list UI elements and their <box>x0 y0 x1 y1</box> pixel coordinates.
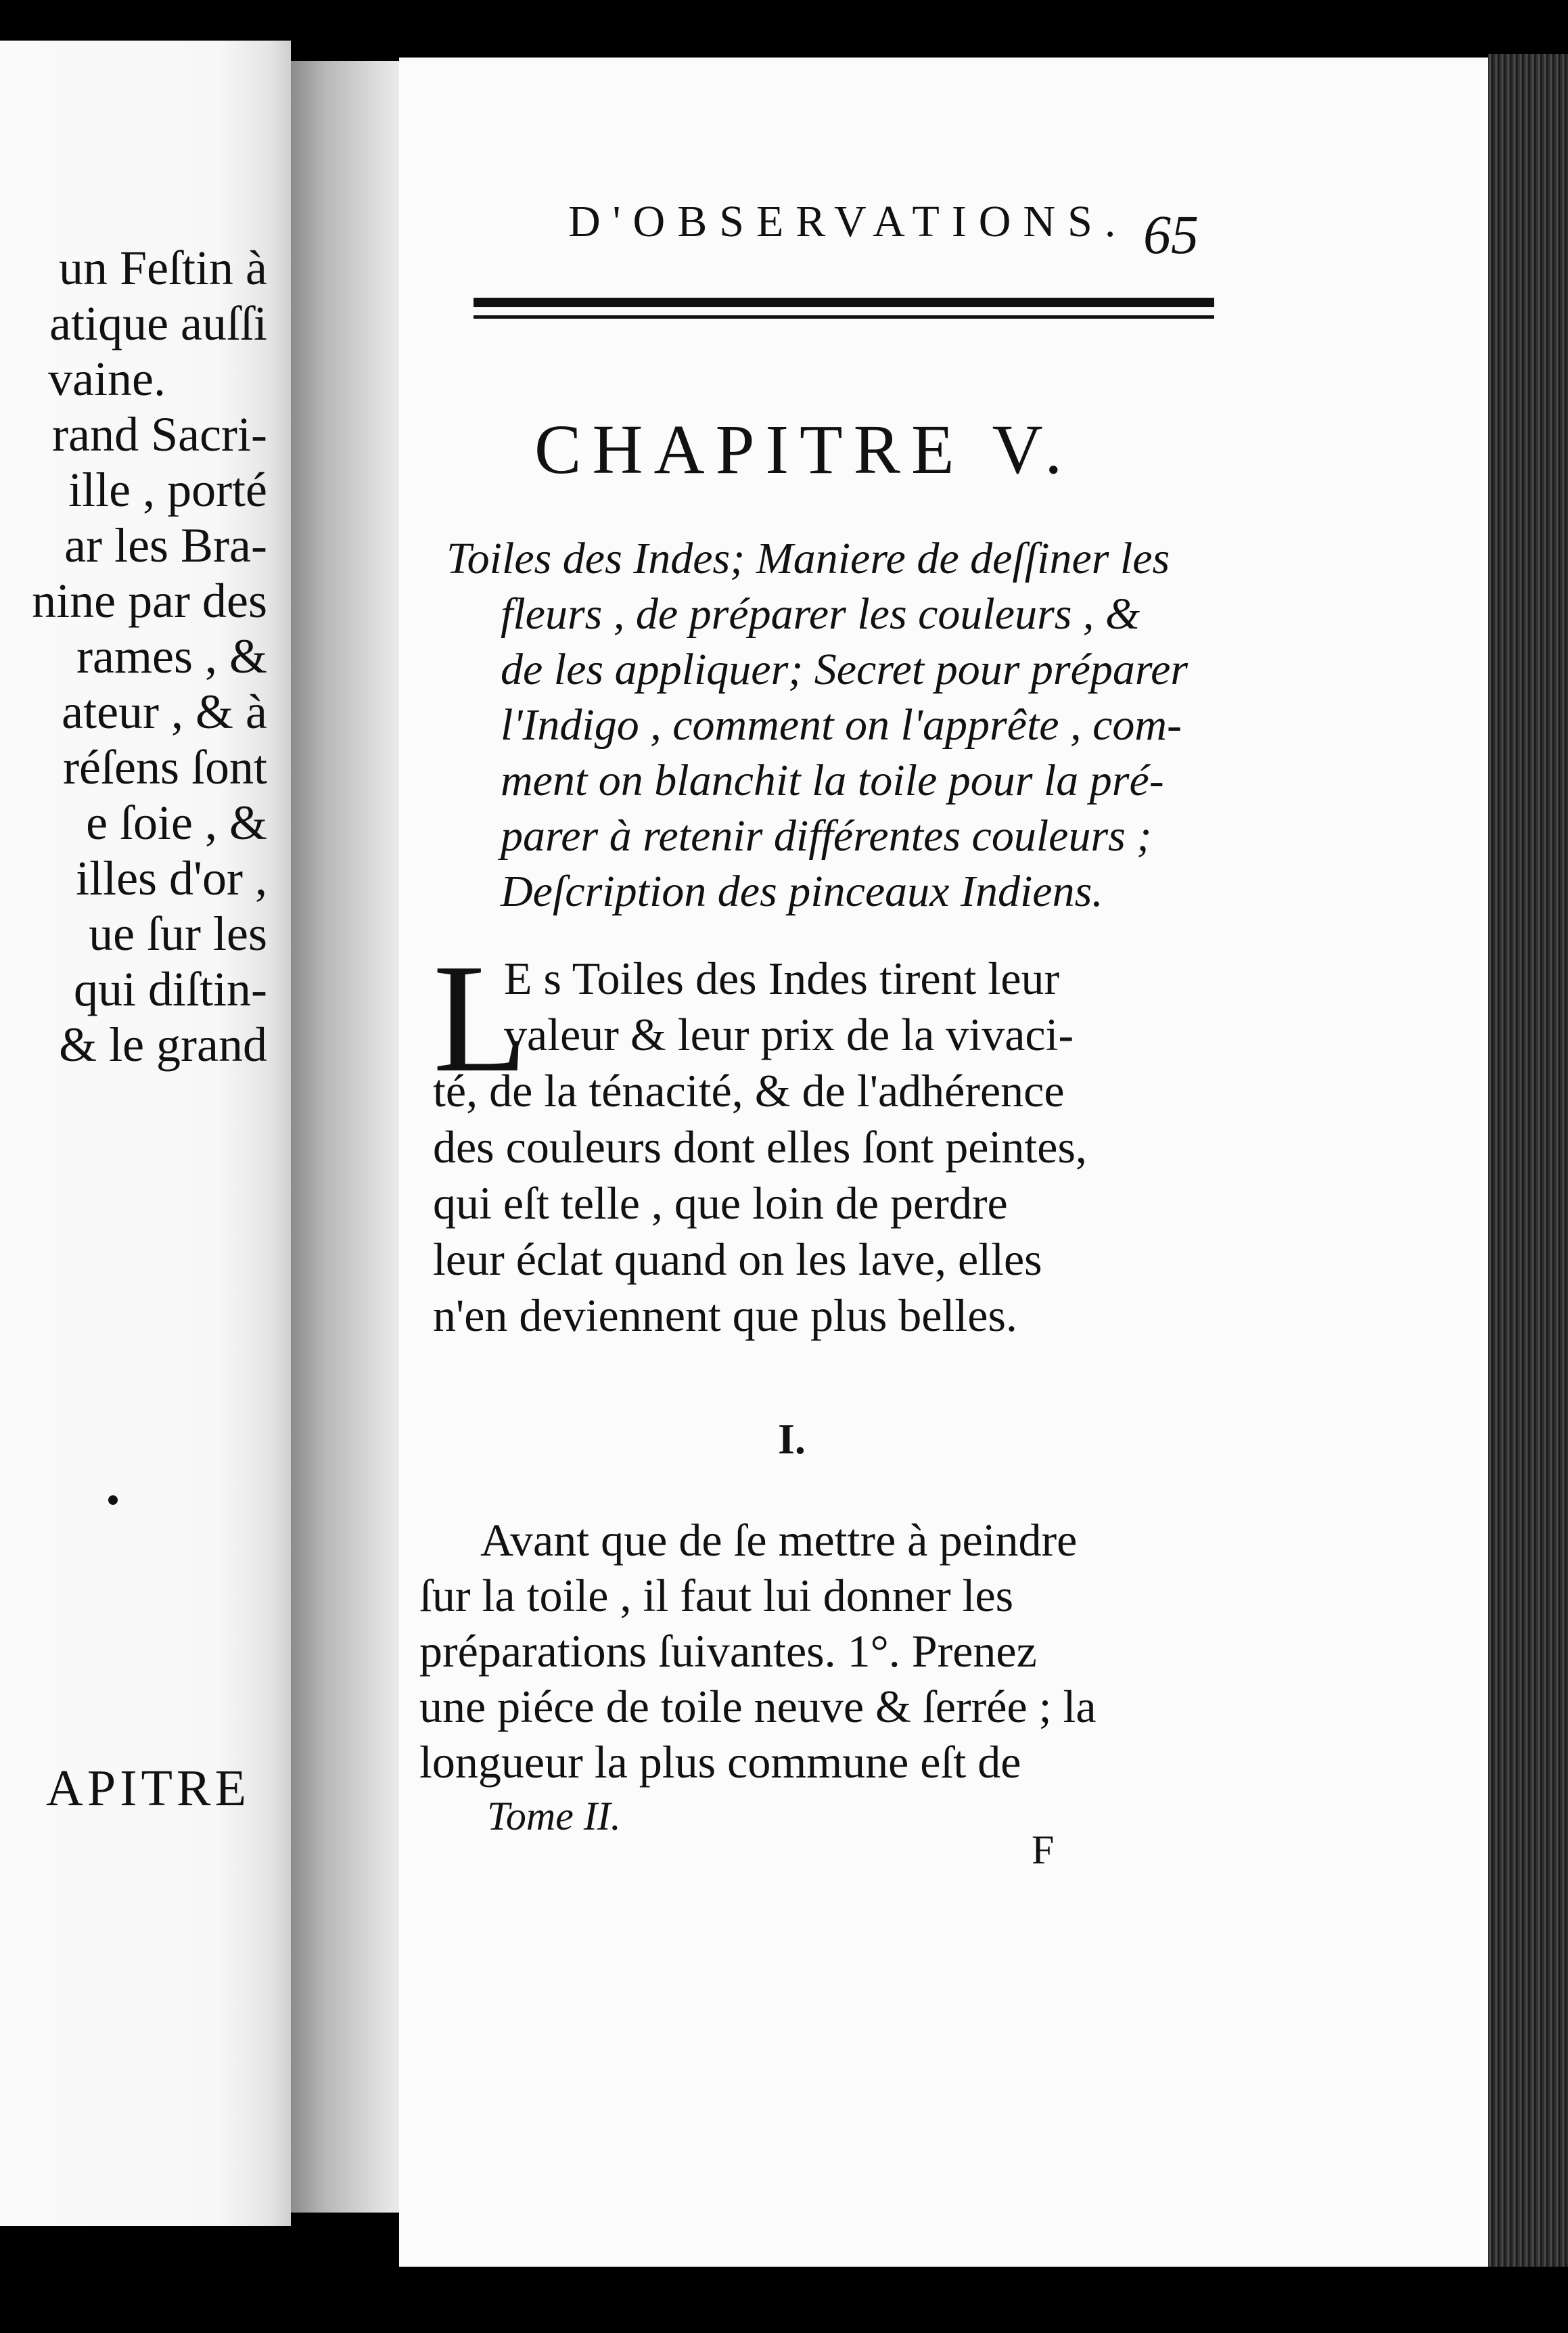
body-line: une piéce de toile neuve & ſerrée ; la <box>419 1681 1097 1732</box>
body-line: Avant que de ſe mettre à peindre <box>480 1514 1078 1566</box>
left-line: rand Sacri- <box>52 407 267 461</box>
header-rule-thick <box>474 298 1214 307</box>
summary-line: l'Indigo , comment on l'apprête , com- <box>501 700 1182 750</box>
book-gutter-shadow <box>291 61 406 2213</box>
chapter-summary <box>446 531 1231 920</box>
second-paragraph <box>419 1512 1245 1790</box>
summary-line: ment on blanchit la toile pour la pré- <box>501 756 1164 805</box>
left-line: ateur , & à <box>62 685 267 739</box>
left-line: un Feſtin à <box>59 241 267 295</box>
left-line: atique auſſi <box>49 296 267 350</box>
body-line: préparations ſuivantes. 1°. Prenez <box>419 1625 1037 1677</box>
body-line: té, de la ténacité, & de l'adhérence <box>433 1065 1065 1116</box>
body-line: des couleurs dont elles ſont peintes, <box>433 1121 1087 1173</box>
summary-line: parer à retenir différentes couleurs ; <box>501 811 1152 861</box>
first-paragraph <box>433 932 1245 1344</box>
running-head <box>568 196 1549 248</box>
left-line: rames , & <box>76 629 267 683</box>
page-number: 65 <box>1143 204 1199 265</box>
signature-mark: F <box>1032 1828 1055 1872</box>
body-line: valeur & leur prix de la vivaci- <box>504 1009 1074 1060</box>
chapter-title: CHAPITRE V. <box>534 411 1074 489</box>
left-line: e ſoie , & <box>86 796 267 850</box>
body-line: qui eſt telle , que loin de perdre <box>433 1177 1008 1229</box>
left-line: vaine. <box>48 352 166 406</box>
body-line: longueur la plus commune eſt de <box>419 1736 1021 1788</box>
body-line: ſur la toile , il faut lui donner les <box>419 1570 1014 1621</box>
left-line: qui diſtin- <box>74 962 267 1016</box>
drop-cap: L <box>433 932 528 1104</box>
left-line: ille , porté <box>68 463 267 517</box>
left-line: illes d'or , <box>76 851 267 905</box>
page-edges <box>1488 54 1568 2267</box>
left-page <box>0 41 291 2226</box>
summary-line: Deſcription des pinceaux Indiens. <box>501 867 1103 916</box>
summary-line: de les appliquer; Secret pour préparer <box>501 645 1189 694</box>
summary-line: fleurs , de préparer les couleurs , & <box>501 589 1140 639</box>
left-line: réſens ſont <box>63 740 267 794</box>
left-page-bottom-word: APITRE <box>46 1760 250 1817</box>
left-line: nine par des <box>32 574 267 628</box>
left-line: ar les Bra- <box>64 518 267 572</box>
running-head-title: D'OBSERVATIONS. <box>568 197 1128 246</box>
summary-line: Toiles des Indes; Maniere de deſſiner les <box>446 534 1170 583</box>
right-page <box>399 58 1549 2267</box>
ink-spot <box>108 1495 118 1505</box>
body-line: leur éclat quand on les lave, elles <box>433 1233 1042 1285</box>
section-number: I. <box>778 1415 806 1463</box>
body-line: n'en deviennent que plus belles. <box>433 1290 1017 1341</box>
left-line: ue ſur les <box>89 907 267 961</box>
header-rule-thin <box>474 315 1214 319</box>
volume-signature: Tome II. <box>487 1794 621 1838</box>
body-line: E s Toiles des Indes tirent leur <box>504 953 1060 1004</box>
left-line: & le grand <box>59 1018 267 1072</box>
